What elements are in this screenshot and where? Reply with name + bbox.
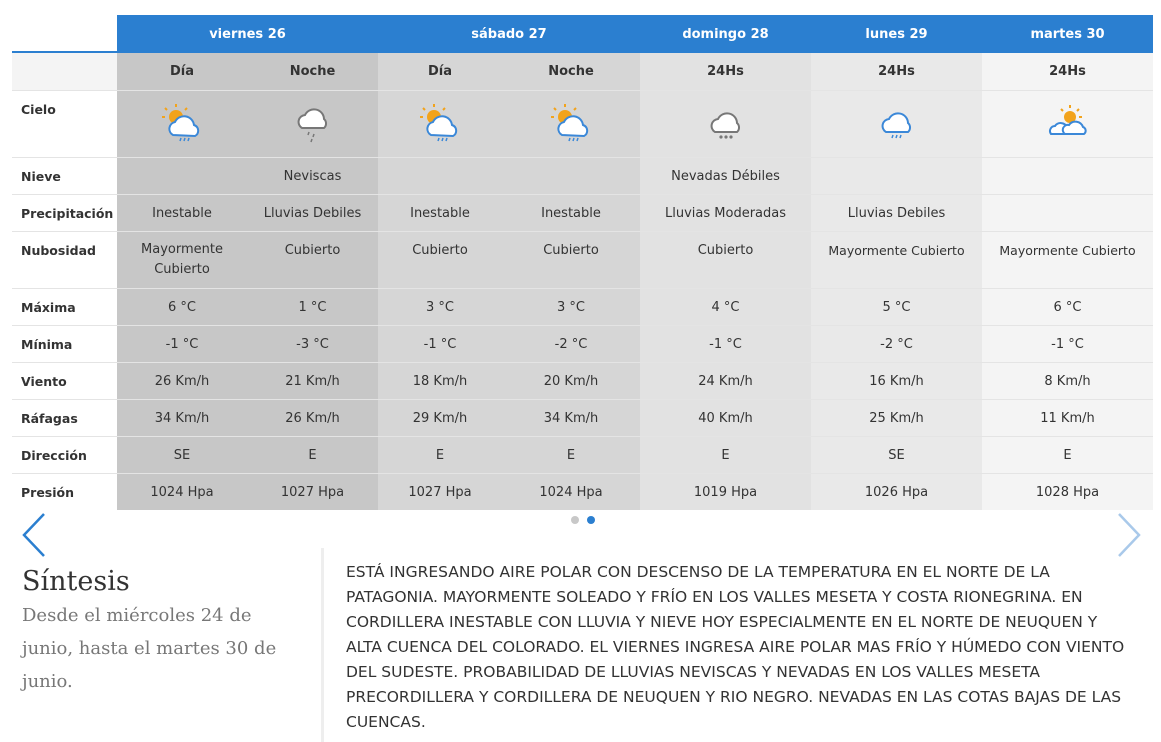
rafagas-row bbox=[12, 399, 1153, 436]
day-header-viernes: viernes 26 bbox=[117, 15, 378, 53]
day-header-domingo: domingo 28 bbox=[640, 15, 811, 53]
direccion-cell: E bbox=[502, 437, 640, 473]
nubosidad-cell: Cubierto bbox=[502, 232, 640, 288]
precipitacion-cell: Lluvias Moderadas bbox=[640, 195, 811, 231]
row-label-viento: Viento bbox=[21, 374, 67, 389]
rafagas-cell: 40 Km/h bbox=[640, 400, 811, 436]
precipitacion-row bbox=[12, 194, 1153, 231]
period-row-label bbox=[12, 53, 117, 90]
direccion-cell: SE bbox=[117, 437, 247, 473]
period-cell: Noche bbox=[502, 53, 640, 90]
row-label-direccion: Dirección bbox=[21, 448, 87, 463]
nieve-cell: Neviscas bbox=[247, 158, 378, 194]
nubosidad-cell: Cubierto bbox=[247, 232, 378, 288]
precipitacion-cell bbox=[982, 195, 1153, 231]
synthesis-date-range: Desde el miércoles 24 de junio, hasta el martes 30 de junio. bbox=[22, 605, 277, 692]
precipitacion-cell: Inestable bbox=[117, 195, 247, 231]
carousel-dot-2[interactable] bbox=[587, 516, 595, 524]
period-cell: Día bbox=[117, 53, 247, 90]
forecast-table bbox=[12, 15, 1153, 510]
direccion-cell: E bbox=[247, 437, 378, 473]
rafagas-cell: 25 Km/h bbox=[811, 400, 982, 436]
nubosidad-cell: Mayormente Cubierto bbox=[811, 232, 982, 288]
carousel-dot-1[interactable] bbox=[571, 516, 579, 524]
day-header-martes: martes 30 bbox=[982, 15, 1153, 53]
carousel-dots bbox=[571, 516, 595, 524]
minima-row bbox=[12, 325, 1153, 362]
minima-cell: -1 °C bbox=[640, 326, 811, 362]
maxima-cell: 3 °C bbox=[502, 289, 640, 325]
cloud-rain-night-icon bbox=[293, 103, 333, 145]
day-header-sabado: sábado 27 bbox=[378, 15, 640, 53]
precipitacion-cell: Lluvias Debiles bbox=[247, 195, 378, 231]
direccion-row bbox=[12, 436, 1153, 473]
minima-cell: -2 °C bbox=[811, 326, 982, 362]
direccion-cell: SE bbox=[811, 437, 982, 473]
row-label-nubosidad: Nubosidad bbox=[21, 243, 96, 258]
synthesis-panel bbox=[22, 566, 302, 698]
direccion-cell: E bbox=[982, 437, 1153, 473]
maxima-cell: 3 °C bbox=[378, 289, 502, 325]
nubosidad-cell: Mayormente Cubierto bbox=[982, 232, 1153, 288]
cielo-row bbox=[12, 90, 1153, 157]
maxima-cell: 6 °C bbox=[982, 289, 1153, 325]
cloud-rain-icon bbox=[877, 104, 917, 144]
minima-cell: -3 °C bbox=[247, 326, 378, 362]
row-label-nieve: Nieve bbox=[21, 169, 61, 184]
viento-cell: 18 Km/h bbox=[378, 363, 502, 399]
precipitacion-cell: Inestable bbox=[502, 195, 640, 231]
nubosidad-row bbox=[12, 231, 1153, 288]
nieve-cell bbox=[378, 158, 502, 194]
presion-cell: 1024 Hpa bbox=[117, 474, 247, 510]
day-header-lunes: lunes 29 bbox=[811, 15, 982, 53]
sun-clouds-icon bbox=[1045, 104, 1091, 144]
sun-cloud-rain-icon bbox=[417, 103, 463, 145]
row-label-presion: Presión bbox=[21, 485, 75, 500]
viento-row bbox=[12, 362, 1153, 399]
direccion-cell: E bbox=[640, 437, 811, 473]
viento-cell: 24 Km/h bbox=[640, 363, 811, 399]
nieve-cell bbox=[117, 158, 247, 194]
minima-cell: -1 °C bbox=[378, 326, 502, 362]
rafagas-cell: 34 Km/h bbox=[502, 400, 640, 436]
synthesis-title: Síntesis bbox=[22, 566, 130, 597]
period-cell: Día bbox=[378, 53, 502, 90]
viento-cell: 16 Km/h bbox=[811, 363, 982, 399]
presion-row bbox=[12, 473, 1153, 510]
minima-cell: -1 °C bbox=[982, 326, 1153, 362]
precipitacion-cell: Lluvias Debiles bbox=[811, 195, 982, 231]
period-row bbox=[12, 53, 1153, 90]
synthesis-divider bbox=[321, 548, 324, 742]
sun-cloud-rain-icon bbox=[159, 103, 205, 145]
period-cell: 24Hs bbox=[811, 53, 982, 90]
header-corner bbox=[12, 15, 117, 53]
presion-cell: 1027 Hpa bbox=[247, 474, 378, 510]
viento-cell: 8 Km/h bbox=[982, 363, 1153, 399]
row-label-minima: Mínima bbox=[21, 337, 73, 352]
chevron-left-icon bbox=[18, 510, 48, 560]
maxima-cell: 6 °C bbox=[117, 289, 247, 325]
viento-cell: 21 Km/h bbox=[247, 363, 378, 399]
nieve-cell: Nevadas Débiles bbox=[640, 158, 811, 194]
period-cell: Noche bbox=[247, 53, 378, 90]
rafagas-cell: 29 Km/h bbox=[378, 400, 502, 436]
rafagas-cell: 11 Km/h bbox=[982, 400, 1153, 436]
presion-cell: 1024 Hpa bbox=[502, 474, 640, 510]
rafagas-cell: 26 Km/h bbox=[247, 400, 378, 436]
rafagas-cell: 34 Km/h bbox=[117, 400, 247, 436]
viento-cell: 20 Km/h bbox=[502, 363, 640, 399]
row-label-precipitacion: Precipitación bbox=[21, 206, 114, 221]
nubosidad-cell: Mayormente Cubierto bbox=[117, 232, 247, 288]
maxima-row bbox=[12, 288, 1153, 325]
period-cell: 24Hs bbox=[640, 53, 811, 90]
presion-cell: 1027 Hpa bbox=[378, 474, 502, 510]
day-header-row bbox=[12, 15, 1153, 53]
nieve-cell bbox=[502, 158, 640, 194]
nieve-cell bbox=[982, 158, 1153, 194]
nubosidad-cell: Cubierto bbox=[640, 232, 811, 288]
period-cell: 24Hs bbox=[982, 53, 1153, 90]
minima-cell: -1 °C bbox=[117, 326, 247, 362]
maxima-cell: 4 °C bbox=[640, 289, 811, 325]
nieve-row bbox=[12, 157, 1153, 194]
chevron-right-icon bbox=[1115, 510, 1145, 560]
presion-cell: 1028 Hpa bbox=[982, 474, 1153, 510]
nubosidad-cell: Cubierto bbox=[378, 232, 502, 288]
sun-cloud-rain-icon bbox=[548, 103, 594, 145]
maxima-cell: 1 °C bbox=[247, 289, 378, 325]
synthesis-text: ESTÁ INGRESANDO AIRE POLAR CON DESCENSO DE LA TEMPERATURA EN EL NORTE DE LA PATAGONIA. MAYORMENTE SOLEADO Y FRÍO EN LOS VALLES MESETA Y COSTA RIONEGRINA. EN CORDILLERA INESTABLE CON LLUVIA Y NIEVE HOY ESPECIALMENTE EN EL NORTE DE NEUQUEN Y ALTA CUENCA DEL COLORADO. EL VIERNES INGRESA AIRE POLAR MAS FRÍO Y HÚMEDO CON VIENTO DEL SUDESTE. PROBABILIDAD DE LLUVIAS NEVISCAS Y NEVADAS EN LOS VALLES MESETA PRECORDILLERA Y CORDILLERA DE NEUQUEN Y RIO NEGRO. NEVADAS EN LAS COTAS BAJAS DE LAS CUENCAS. bbox=[346, 563, 1125, 731]
row-label-cielo: Cielo bbox=[21, 102, 56, 117]
direccion-cell: E bbox=[378, 437, 502, 473]
row-label-rafagas: Ráfagas bbox=[21, 411, 78, 426]
presion-cell: 1019 Hpa bbox=[640, 474, 811, 510]
maxima-cell: 5 °C bbox=[811, 289, 982, 325]
prev-arrow-button[interactable] bbox=[18, 510, 48, 560]
cloud-snow-icon bbox=[706, 104, 746, 144]
nieve-cell bbox=[811, 158, 982, 194]
presion-cell: 1026 Hpa bbox=[811, 474, 982, 510]
row-label-maxima: Máxima bbox=[21, 300, 76, 315]
next-arrow-button[interactable] bbox=[1115, 510, 1145, 560]
minima-cell: -2 °C bbox=[502, 326, 640, 362]
viento-cell: 26 Km/h bbox=[117, 363, 247, 399]
precipitacion-cell: Inestable bbox=[378, 195, 502, 231]
